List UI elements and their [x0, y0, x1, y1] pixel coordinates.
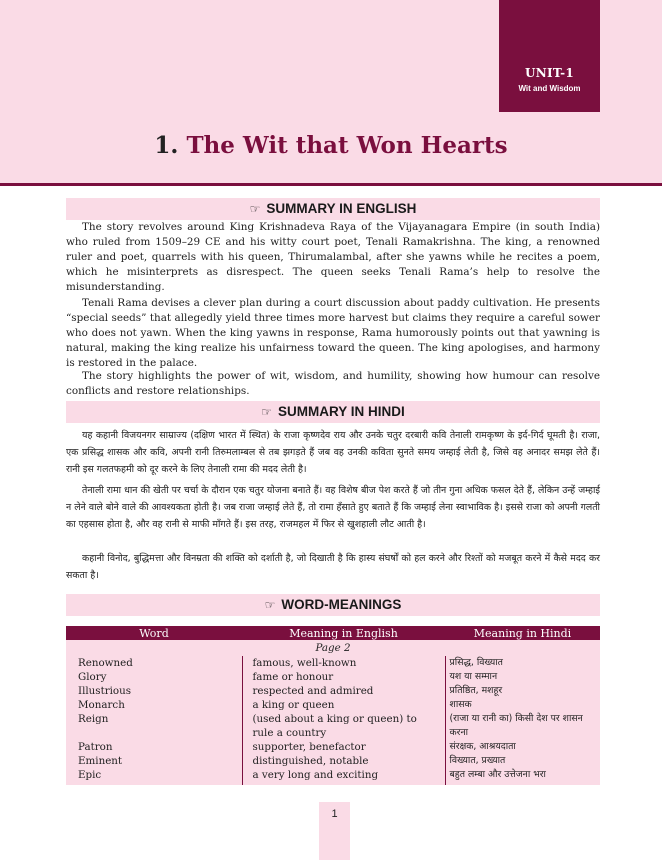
summary-hindi-paragraph: तेनाली रामा धान की खेती पर चर्चा के दौरान एक चतुर योजना बनाते हैं। वह विशेष बीज पेश करते हैं जो तीन गुना अधिक फसल देते हैं, लेकिन उन्हें जम्हाई न लेने वाले बोने वाले की आवश्यकता होती है। जब राजा जम्हाई लेते हैं, तो रामा हँसाते हुए बताते हैं कि जम्हाई लेना स्वाभाविक है। इससे राजा को अपनी गलती का एहसास होता है, और वह रानी से माफी माँगते हैं। इस तरह, राजमहल में फिर से खुशहाली लौट आती है। — [66, 485, 600, 530]
english-meaning-cell: respected and admired — [242, 684, 445, 698]
word-cell: Reign — [66, 712, 242, 740]
word-cell: Glory — [66, 670, 242, 684]
chapter-number: 1. — [154, 132, 179, 159]
column-header-hindi: Meaning in Hindi — [445, 626, 600, 640]
english-meaning-cell: famous, well-known — [242, 656, 445, 670]
unit-label: UNIT-1 — [524, 66, 575, 80]
unit-subtitle: Wit and Wisdom — [518, 84, 581, 93]
table-row — [66, 656, 600, 670]
summary-english-paragraph: The story highlights the power of wit, wisdom, and humility, showing how humour can resolve conflicts and restore relationships. — [66, 370, 600, 397]
word-cell: Monarch — [66, 698, 242, 712]
hindi-meaning-cell: संरक्षक, आश्रयदाता — [445, 740, 600, 754]
word-cell: Eminent — [66, 754, 242, 768]
unit-badge — [499, 0, 600, 112]
word-cell: Renowned — [66, 656, 242, 670]
page-number: 1 — [319, 802, 350, 860]
page-marker: Page 2 — [66, 640, 600, 656]
table-row — [66, 768, 600, 785]
hindi-meaning-cell: बहुत लम्बा और उत्तेजना भरा — [445, 768, 600, 785]
summary-hindi-paragraph: कहानी विनोद, बुद्धिमत्ता और विनम्रता की शक्ति को दर्शाती है, जो दिखाती है कि हास्य संघर्षों को हल करने और रिश्तों को मजबूत करने में कैसे मदद कर सकता है। — [66, 553, 600, 581]
hindi-meaning-cell: विख्यात, प्रख्यात — [445, 754, 600, 768]
summary-english-heading: ☞ SUMMARY IN ENGLISH — [66, 198, 600, 220]
english-meaning-cell: (used about a king or queen) to rule a country — [242, 712, 445, 740]
page-marker-row — [66, 640, 600, 656]
table-row — [66, 684, 600, 698]
table-row — [66, 740, 600, 754]
column-header-word: Word — [66, 626, 242, 640]
english-meaning-cell: a king or queen — [242, 698, 445, 712]
pointing-hand-icon: ☞ — [264, 598, 276, 612]
word-cell: Illustrious — [66, 684, 242, 698]
hindi-meaning-cell: (राजा या रानी का) किसी देश पर शासन करना — [445, 712, 600, 740]
table-header-row — [66, 626, 600, 640]
summary-hindi-paragraph: यह कहानी विजयनगर साम्राज्य (दक्षिण भारत में स्थित) के राजा कृष्णदेव राय और उनके चतुर दरबारी कवि तेनाली रामकृष्ण के इर्द-गिर्द घूमती है। राजा, एक प्रसिद्ध शासक और कवि, अपनी रानी तिरुमलाम्बल से तब झगड़ते हैं जब वह उनकी कविता सुनते समय जम्हाई लेती है, जिसे वह अनादर समझ लेते हैं। रानी इस गलतफहमी को दूर करने के लिए तेनाली रामा की मदद लेती है। — [66, 430, 600, 475]
chapter-title — [0, 132, 662, 159]
english-meaning-cell: supporter, benefactor — [242, 740, 445, 754]
summary-english-paragraph: The story revolves around King Krishnadeva Raya of the Vijayanagara Empire (in south India) who ruled from 1509–29 CE and his witty court poet, Tenali Ramakrishna. The king, a renowned ruler and poet, quarrels with his queen, Thirumalambal, after she yawns while he recites a poem, which he misinterprets as disrespect. The queen seeks Tenali Rama’s help to resolve the misunderstanding. — [66, 221, 600, 293]
pointing-hand-icon: ☞ — [249, 202, 261, 216]
chapter-title-text: The Wit that Won Hearts — [186, 132, 508, 159]
pointing-hand-icon: ☞ — [261, 405, 272, 419]
table-row — [66, 712, 600, 740]
english-meaning-cell: distinguished, notable — [242, 754, 445, 768]
table-row — [66, 670, 600, 684]
word-meanings-heading: ☞ WORD-MEANINGS — [66, 594, 600, 616]
hindi-meaning-cell: शासक — [445, 698, 600, 712]
table-row — [66, 698, 600, 712]
word-cell: Epic — [66, 768, 242, 785]
table-row — [66, 754, 600, 768]
english-meaning-cell: a very long and exciting — [242, 768, 445, 785]
hindi-meaning-cell: यश या सम्मान — [445, 670, 600, 684]
hindi-meaning-cell: प्रतिष्ठित, मशहूर — [445, 684, 600, 698]
word-meanings-table — [66, 626, 600, 785]
header-divider — [0, 183, 662, 186]
english-meaning-cell: fame or honour — [242, 670, 445, 684]
column-header-english: Meaning in English — [242, 626, 445, 640]
word-cell: Patron — [66, 740, 242, 754]
summary-hindi-heading: ☞ SUMMARY IN HINDI — [66, 401, 600, 423]
summary-english-paragraph: Tenali Rama devises a clever plan during a court discussion about paddy cultivation. He presents “special seeds” that allegedly yield three times more harvest but claims they require a careful sower who does not yawn. When the king yawns in response, Rama humorously points out that yawning is natural, making the king realize his unfairness toward the queen. The king apologises, and harmony is restored in the palace. — [66, 297, 600, 369]
hindi-meaning-cell: प्रसिद्ध, विख्यात — [445, 656, 600, 670]
